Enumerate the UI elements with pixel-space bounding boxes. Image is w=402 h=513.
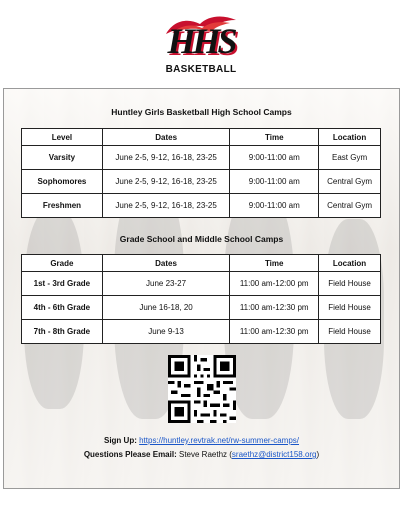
hhs-basketball-logo [158,14,244,78]
time-cell: 9:00-11:00 am [230,170,319,194]
dates-cell: June 9-13 [102,320,230,344]
column-header: Location [319,129,381,146]
questions-line [4,450,399,459]
column-header: Grade [22,255,103,272]
table-row [22,296,381,320]
column-header: Time [230,255,319,272]
column-header: Dates [102,255,230,272]
table-row [22,170,381,194]
table-header-row [22,129,381,146]
grade-school-table [21,254,381,344]
table-row [22,194,381,218]
dates-cell: June 16-18, 20 [102,296,230,320]
dates-cell: June 2-5, 9-12, 16-18, 23-25 [102,170,230,194]
signup-label: Sign Up: [103,436,137,445]
contact-name: Steve Raethz ( [178,450,232,459]
location-cell: Central Gym [319,170,381,194]
location-cell: Field House [319,320,381,344]
table-header-row [22,255,381,272]
time-cell: 11:00 am-12:30 pm [230,320,319,344]
signup-line [4,436,399,445]
location-cell: Field House [319,272,381,296]
level-cell: Freshmen [22,194,103,218]
grade-school-heading: Grade School and Middle School Camps [119,234,284,244]
questions-label: Questions Please Email: [83,450,177,459]
qr-code-image[interactable] [168,355,236,423]
contact-email-link[interactable]: sraethz@district158.org [231,450,317,459]
table-row [22,272,381,296]
dates-cell: June 2-5, 9-12, 16-18, 23-25 [102,146,230,170]
contact-close: ) [316,450,320,459]
table-row [22,320,381,344]
grade-cell: 1st - 3rd Grade [22,272,103,296]
table-row [22,146,381,170]
dates-cell: June 2-5, 9-12, 16-18, 23-25 [102,194,230,218]
level-cell: Sophomores [22,170,103,194]
grade-cell: 4th - 6th Grade [22,296,103,320]
camp-flyer-panel [3,88,400,489]
signup-link[interactable]: https://huntley.revtrak.net/rw-summer-camps/ [139,436,300,445]
level-cell: Varsity [22,146,103,170]
logo-letters: HHS [167,21,235,61]
time-cell: 9:00-11:00 am [230,146,319,170]
high-school-heading: Huntley Girls Basketball High School Camps [111,107,292,117]
time-cell: 11:00 am-12:30 pm [230,296,319,320]
location-cell: Field House [319,296,381,320]
grade-cell: 7th - 8th Grade [22,320,103,344]
column-header: Level [22,129,103,146]
column-header: Time [230,129,319,146]
qr-code-icon [168,355,236,423]
location-cell: Central Gym [319,194,381,218]
column-header: Dates [102,129,230,146]
dates-cell: June 23-27 [102,272,230,296]
time-cell: 11:00 am-12:00 pm [230,272,319,296]
time-cell: 9:00-11:00 am [230,194,319,218]
column-header: Location [319,255,381,272]
location-cell: East Gym [319,146,381,170]
high-school-table [21,128,381,218]
logo-word: BASKETBALL [165,64,237,75]
